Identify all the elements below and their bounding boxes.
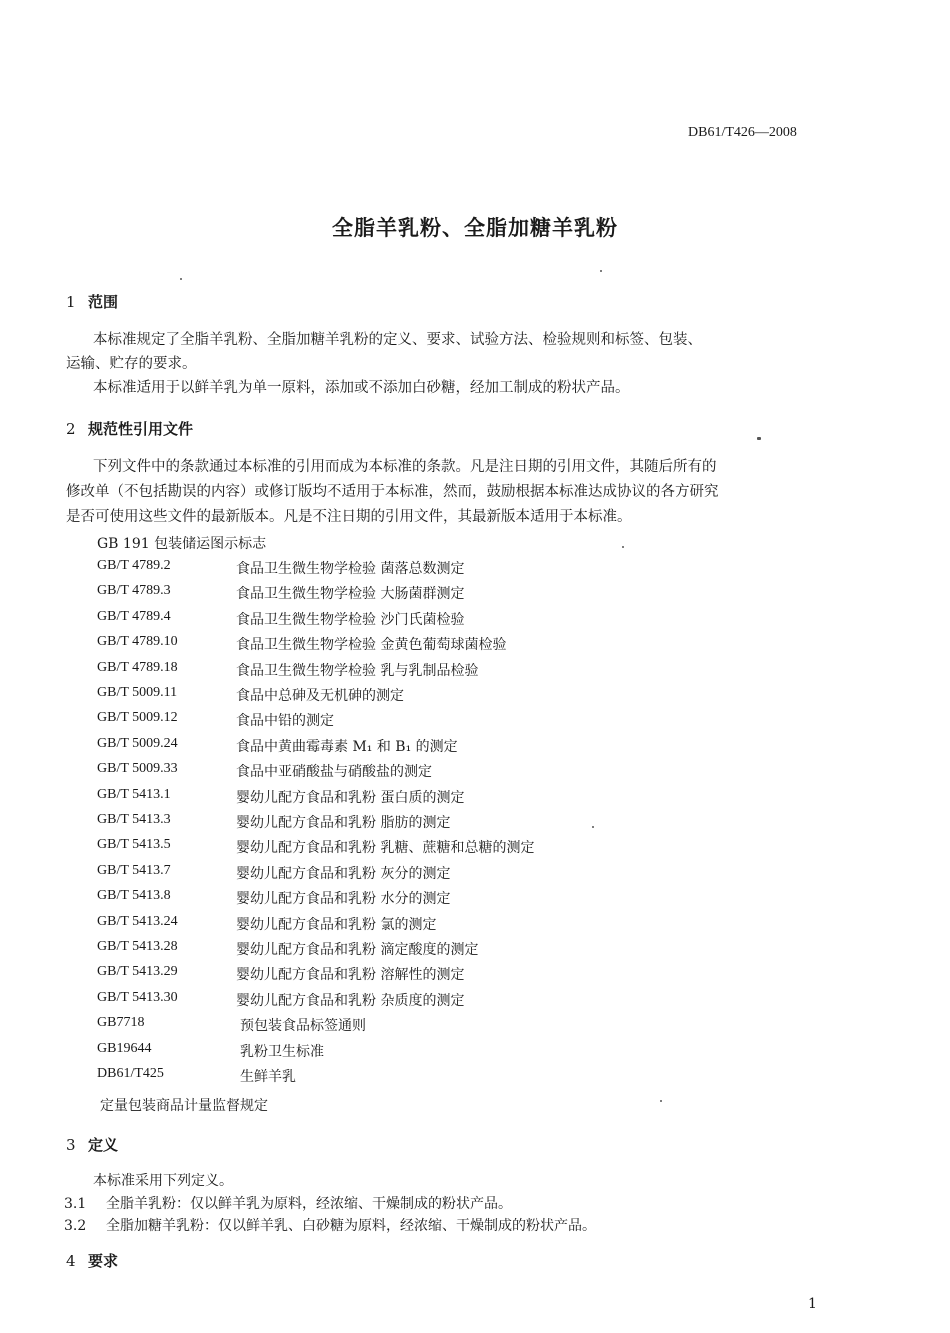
scan-speck bbox=[600, 270, 602, 272]
reference-description: 婴幼儿配方食品和乳粉 溶解性的测定 bbox=[236, 967, 465, 983]
reference-description: 食品中铅的测定 bbox=[236, 713, 334, 729]
section-1-para-line: 本标准规定了全脂羊乳粉、全脂加糖羊乳粉的定义、要求、试验方法、检验规则和标签、包装、 bbox=[93, 332, 702, 348]
reference-description: 婴幼儿配方食品和乳粉 脂肪的测定 bbox=[236, 815, 451, 831]
reference-last-line: 定量包装商品计量监督规定 bbox=[100, 1098, 268, 1114]
reference-description: 食品中总砷及无机砷的测定 bbox=[236, 688, 404, 704]
reference-code: GB/T 5009.24 bbox=[97, 736, 178, 751]
section-2-para-line: 修改单（不包括勘误的内容）或修订版均不适用于本标准，然而，鼓励根据本标准达成协议的各方研究 bbox=[66, 484, 719, 500]
section-3-heading bbox=[66, 1134, 118, 1155]
section-2-para-line: 是否可使用这些文件的最新版本。凡是不注日期的引用文件，其最新版本适用于本标准。 bbox=[66, 509, 632, 525]
reference-description: 食品卫生微生物学检验 菌落总数测定 bbox=[236, 561, 465, 577]
reference-code: GB19644 bbox=[97, 1041, 152, 1056]
section-2-heading bbox=[66, 418, 193, 439]
reference-code: GB/T 5413.7 bbox=[97, 863, 171, 878]
reference-description: 婴幼儿配方食品和乳粉 灰分的测定 bbox=[236, 866, 451, 882]
document-number: DB61/T426—2008 bbox=[688, 125, 797, 140]
page-title: 全脂羊乳粉、全脂加糖羊乳粉 bbox=[332, 216, 618, 240]
reference-code: GB/T 5009.12 bbox=[97, 710, 178, 725]
reference-code: GB/T 5413.29 bbox=[97, 964, 178, 979]
section-number: 1 bbox=[66, 293, 76, 311]
reference-description: 婴幼儿配方食品和乳粉 蛋白质的测定 bbox=[236, 790, 465, 806]
reference-gb191: GB 191 包装储运图示标志 bbox=[97, 536, 267, 552]
section-3-intro: 本标准采用下列定义。 bbox=[93, 1173, 233, 1189]
reference-code: GB/T 5413.24 bbox=[97, 914, 178, 929]
reference-code: GB/T 4789.3 bbox=[97, 583, 171, 598]
section-number: 4 bbox=[66, 1252, 76, 1270]
reference-code: GB/T 4789.4 bbox=[97, 609, 171, 624]
reference-description: 食品卫生微生物学检验 沙门氏菌检验 bbox=[236, 612, 465, 628]
reference-description: 乳粉卫生标准 bbox=[240, 1044, 324, 1060]
reference-code: GB/T 5413.1 bbox=[97, 787, 171, 802]
reference-description: 婴幼儿配方食品和乳粉 乳糖、蔗糖和总糖的测定 bbox=[236, 840, 535, 856]
reference-description: 食品中黄曲霉毒素 M₁ 和 B₁ 的测定 bbox=[236, 739, 458, 755]
definition-text: 全脂羊乳粉：仅以鲜羊乳为原料，经浓缩、干燥制成的粉状产品。 bbox=[106, 1196, 512, 1212]
reference-description: 预包装食品标签通则 bbox=[240, 1018, 366, 1034]
section-1-heading bbox=[66, 291, 118, 312]
scan-speck bbox=[180, 278, 182, 280]
reference-code: GB/T 5009.11 bbox=[97, 685, 178, 700]
section-title: 定义 bbox=[88, 1136, 119, 1154]
scan-speck bbox=[622, 546, 624, 548]
reference-code: GB/T 4789.10 bbox=[97, 634, 178, 649]
section-1-para-2: 本标准适用于以鲜羊乳为单一原料，添加或不添加白砂糖，经加工制成的粉状产品。 bbox=[93, 380, 630, 396]
definition-3-2 bbox=[64, 1215, 596, 1235]
scan-speck bbox=[592, 826, 594, 828]
reference-code: DB61/T425 bbox=[97, 1066, 164, 1081]
reference-description: 食品卫生微生物学检验 大肠菌群测定 bbox=[236, 586, 465, 602]
definition-3-1 bbox=[64, 1193, 512, 1213]
section-1-para-line: 运输、贮存的要求。 bbox=[66, 356, 197, 372]
reference-description: 食品卫生微生物学检验 金黄色葡萄球菌检验 bbox=[236, 637, 507, 653]
definition-text: 全脂加糖羊乳粉：仅以鲜羊乳、白砂糖为原料，经浓缩、干燥制成的粉状产品。 bbox=[106, 1218, 596, 1234]
reference-code: GB/T 4789.18 bbox=[97, 660, 178, 675]
section-number: 2 bbox=[66, 420, 76, 438]
reference-description: 婴幼儿配方食品和乳粉 氯的测定 bbox=[236, 917, 437, 933]
section-4-heading bbox=[66, 1250, 118, 1271]
definition-number: 3.1 bbox=[64, 1196, 87, 1212]
reference-description: 食品中亚硝酸盐与硝酸盐的测定 bbox=[236, 764, 432, 780]
reference-code: GB/T 4789.2 bbox=[97, 558, 171, 573]
reference-code: GB/T 5413.30 bbox=[97, 990, 178, 1005]
reference-description: 婴幼儿配方食品和乳粉 滴定酸度的测定 bbox=[236, 942, 479, 958]
reference-description: 生鲜羊乳 bbox=[240, 1069, 296, 1085]
reference-code: GB7718 bbox=[97, 1015, 145, 1030]
definition-number: 3.2 bbox=[64, 1218, 87, 1234]
scan-speck bbox=[757, 437, 761, 440]
reference-description: 婴幼儿配方食品和乳粉 水分的测定 bbox=[236, 891, 451, 907]
section-number: 3 bbox=[66, 1136, 76, 1154]
reference-code: GB/T 5413.28 bbox=[97, 939, 178, 954]
page-number: 1 bbox=[808, 1296, 817, 1312]
reference-description: 婴幼儿配方食品和乳粉 杂质度的测定 bbox=[236, 993, 465, 1009]
section-2-para-line: 下列文件中的条款通过本标准的引用而成为本标准的条款。凡是注日期的引用文件，其随后所有的 bbox=[93, 459, 717, 475]
scan-speck bbox=[660, 1100, 662, 1102]
section-title: 范围 bbox=[88, 293, 119, 311]
reference-code: GB/T 5413.5 bbox=[97, 837, 171, 852]
section-title: 规范性引用文件 bbox=[88, 420, 194, 438]
reference-code: GB/T 5413.8 bbox=[97, 888, 171, 903]
section-title: 要求 bbox=[88, 1252, 119, 1270]
reference-description: 食品卫生微生物学检验 乳与乳制品检验 bbox=[236, 663, 479, 679]
reference-code: GB/T 5413.3 bbox=[97, 812, 171, 827]
reference-code: GB/T 5009.33 bbox=[97, 761, 178, 776]
